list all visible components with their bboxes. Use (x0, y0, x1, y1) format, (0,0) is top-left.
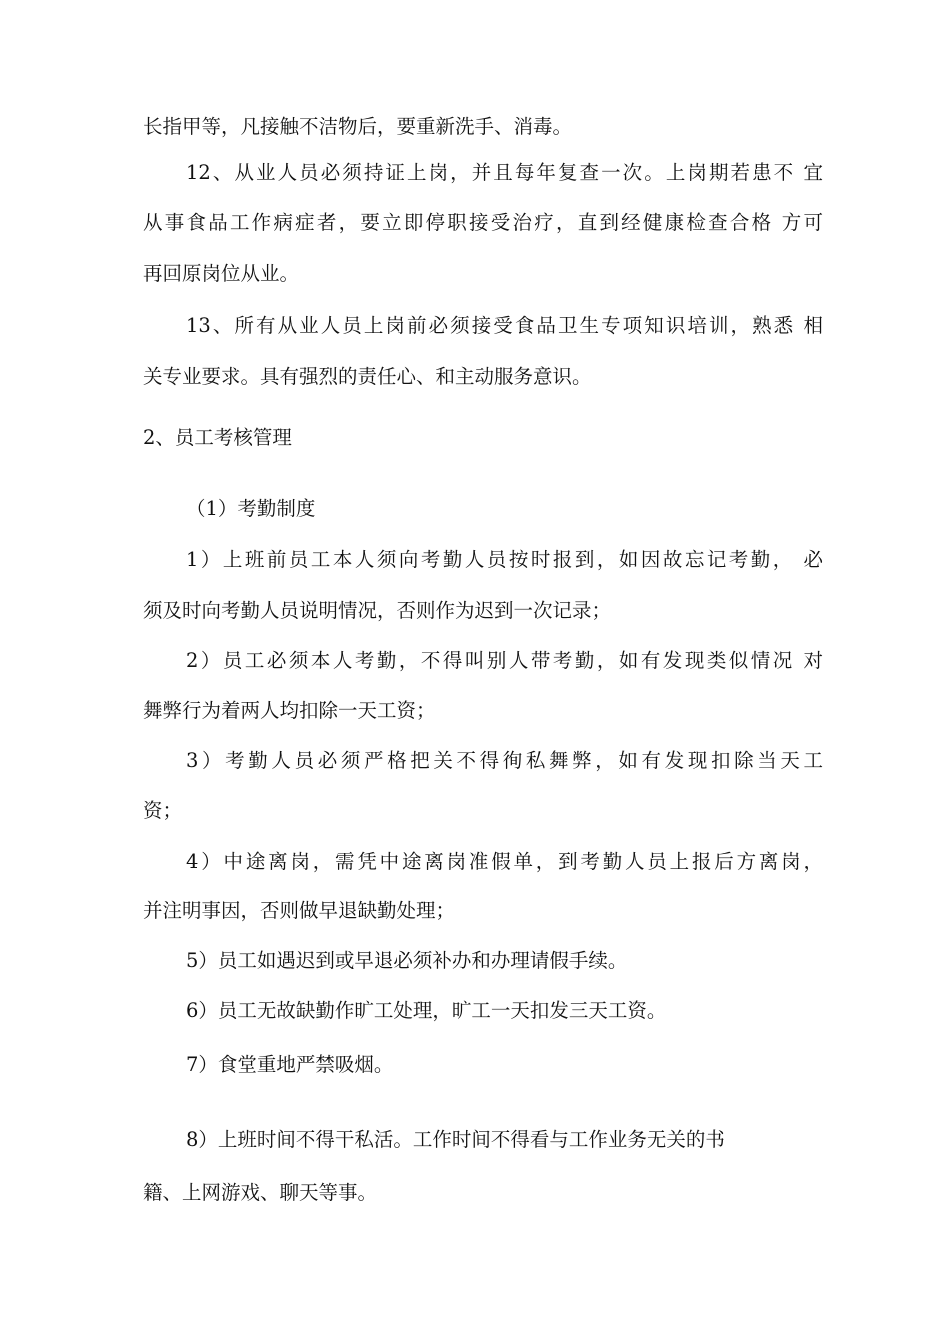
item-4-line-2: 并注明事因，否则做早退缺勤处理； (143, 899, 456, 922)
item-4-line-1: 4）中途离岗，需凭中途离岗准假单，到考勤人员上报后方离岗， (186, 850, 823, 873)
item-5: 5）员工如遇迟到或早退必须补办和办理请假手续。 (186, 949, 628, 972)
item-3-line-2: 资； (143, 799, 183, 822)
item-7: 7）食堂重地严禁吸烟。 (186, 1053, 394, 1076)
item-8-line-1: 8）上班时间不得干私活。工作时间不得看与工作业务无关的书 (186, 1128, 725, 1151)
item-8-line-2: 籍、上网游戏、聊天等事。 (143, 1181, 378, 1204)
item-1-line-2: 须及时向考勤人员说明情况，否则作为迟到一次记录； (143, 599, 612, 622)
subsection-heading: （1）考勤制度 (186, 497, 316, 520)
item-2-line-1: 2）员工必须本人考勤，不得叫别人带考勤，如有发现类似情况 对 (186, 649, 823, 672)
section-heading: 2、员工考核管理 (143, 426, 292, 449)
paragraph-13-line-2: 关专业要求。具有强烈的责任心、和主动服务意识。 (143, 365, 592, 388)
paragraph-12-line-3: 再回原岗位从业。 (143, 262, 300, 285)
text-line: 长指甲等，凡接触不洁物后，要重新洗手、消毒。 (143, 115, 573, 138)
item-6: 6）员工无故缺勤作旷工处理，旷工一天扣发三天工资。 (186, 999, 667, 1022)
paragraph-13-line-1: 13、所有从业人员上岗前必须接受食品卫生专项知识培训，熟悉 相 (186, 314, 823, 337)
paragraph-12-line-1: 12、从业人员必须持证上岗，并且每年复查一次。上岗期若患不 宜 (186, 161, 823, 184)
item-1-line-1: 1）上班前员工本人须向考勤人员按时报到，如因故忘记考勤， 必 (186, 548, 823, 571)
item-3-line-1: 3）考勤人员必须严格把关不得徇私舞弊，如有发现扣除当天工 (186, 749, 823, 772)
item-2-line-2: 舞弊行为着两人均扣除一天工资； (143, 699, 436, 722)
paragraph-12-line-2: 从事食品工作病症者，要立即停职接受治疗，直到经健康检查合格 方可 (143, 211, 823, 234)
